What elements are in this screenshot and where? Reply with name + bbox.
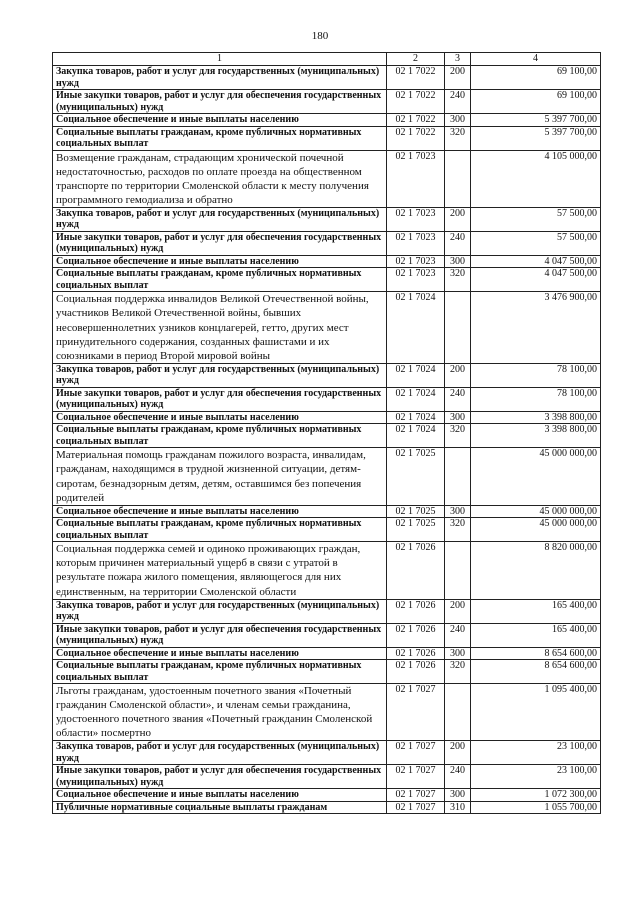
row-name-cell: Социальное обеспечение и иные выплаты населению — [53, 255, 387, 268]
row-type-cell — [445, 292, 471, 363]
row-type-cell: 240 — [445, 623, 471, 647]
table-row — [53, 363, 601, 387]
row-type-cell: 200 — [445, 741, 471, 765]
row-sum-cell: 78 100,00 — [471, 387, 601, 411]
row-type-cell: 300 — [445, 505, 471, 518]
row-sum-cell: 1 055 700,00 — [471, 801, 601, 814]
row-code-cell: 02 1 7024 — [387, 292, 445, 363]
table-row — [53, 505, 601, 518]
row-type-cell — [445, 150, 471, 207]
row-name-cell: Социальное обеспечение и иные выплаты населению — [53, 114, 387, 127]
header-row — [53, 53, 601, 66]
table-row — [53, 268, 601, 292]
row-sum-cell: 69 100,00 — [471, 90, 601, 114]
row-name-cell: Закупка товаров, работ и услуг для государственных (муниципальных) нужд — [53, 363, 387, 387]
row-code-cell: 02 1 7024 — [387, 411, 445, 424]
table-row — [53, 789, 601, 802]
row-sum-cell: 3 398 800,00 — [471, 411, 601, 424]
row-name-cell: Иные закупки товаров, работ и услуг для обеспечения государственных (муниципальных) нужд — [53, 231, 387, 255]
row-name-cell: Иные закупки товаров, работ и услуг для обеспечения государственных (муниципальных) нужд — [53, 765, 387, 789]
row-name-cell: Социальная поддержка инвалидов Великой Отечественной войны, участников Великой Отечественной войны, бывших несовершеннолетних узников концлагерей, гетто, других мест принудительного содержания, созданных фашистами и их союзниками в период Второй мировой войны — [53, 292, 387, 363]
row-type-cell: 200 — [445, 207, 471, 231]
header-cell-name: 1 — [53, 53, 387, 66]
row-sum-cell: 45 000 000,00 — [471, 518, 601, 542]
row-sum-cell: 23 100,00 — [471, 741, 601, 765]
row-sum-cell: 57 500,00 — [471, 231, 601, 255]
table-row — [53, 741, 601, 765]
row-type-cell: 240 — [445, 765, 471, 789]
row-name-cell: Льготы гражданам, удостоенным почетного звания «Почетный гражданин Смоленской области», и членам семьи гражданина, удостоенного почетного звания «Почетный гражданин Смоленской области» посмертно — [53, 684, 387, 741]
table-row — [53, 292, 601, 363]
row-type-cell — [445, 684, 471, 741]
row-code-cell: 02 1 7027 — [387, 741, 445, 765]
row-type-cell: 310 — [445, 801, 471, 814]
row-name-cell: Закупка товаров, работ и услуг для государственных (муниципальных) нужд — [53, 741, 387, 765]
row-name-cell: Иные закупки товаров, работ и услуг для обеспечения государственных (муниципальных) нужд — [53, 623, 387, 647]
row-sum-cell: 3 398 800,00 — [471, 424, 601, 448]
row-sum-cell: 78 100,00 — [471, 363, 601, 387]
row-type-cell: 240 — [445, 231, 471, 255]
row-code-cell: 02 1 7023 — [387, 255, 445, 268]
row-sum-cell: 45 000 000,00 — [471, 505, 601, 518]
row-code-cell: 02 1 7026 — [387, 599, 445, 623]
row-type-cell: 320 — [445, 268, 471, 292]
row-sum-cell: 1 072 300,00 — [471, 789, 601, 802]
row-sum-cell: 8 654 600,00 — [471, 647, 601, 660]
page-number: 180 — [311, 30, 329, 42]
row-code-cell: 02 1 7023 — [387, 207, 445, 231]
row-type-cell — [445, 448, 471, 505]
row-code-cell: 02 1 7024 — [387, 363, 445, 387]
table-row — [53, 255, 601, 268]
row-code-cell: 02 1 7023 — [387, 231, 445, 255]
row-sum-cell: 69 100,00 — [471, 66, 601, 90]
row-type-cell: 300 — [445, 647, 471, 660]
table-row — [53, 660, 601, 684]
row-type-cell: 320 — [445, 424, 471, 448]
row-code-cell: 02 1 7027 — [387, 765, 445, 789]
row-code-cell: 02 1 7024 — [387, 424, 445, 448]
budget-table — [52, 52, 601, 814]
row-type-cell: 300 — [445, 411, 471, 424]
table-row — [53, 411, 601, 424]
row-type-cell: 320 — [445, 660, 471, 684]
table-row — [53, 765, 601, 789]
row-name-cell: Социальное обеспечение и иные выплаты населению — [53, 505, 387, 518]
table-row — [53, 801, 601, 814]
row-type-cell: 200 — [445, 66, 471, 90]
row-sum-cell: 4 105 000,00 — [471, 150, 601, 207]
header-cell-sum: 4 — [471, 53, 601, 66]
table-row — [53, 387, 601, 411]
header-cell-code: 2 — [387, 53, 445, 66]
row-sum-cell: 8 654 600,00 — [471, 660, 601, 684]
row-name-cell: Социальные выплаты гражданам, кроме публичных нормативных социальных выплат — [53, 268, 387, 292]
row-type-cell: 320 — [445, 518, 471, 542]
table-row — [53, 207, 601, 231]
row-code-cell: 02 1 7025 — [387, 518, 445, 542]
row-name-cell: Публичные нормативные социальные выплаты гражданам — [53, 801, 387, 814]
row-type-cell: 320 — [445, 126, 471, 150]
row-sum-cell: 1 095 400,00 — [471, 684, 601, 741]
row-sum-cell: 57 500,00 — [471, 207, 601, 231]
table-row — [53, 90, 601, 114]
row-code-cell: 02 1 7022 — [387, 90, 445, 114]
row-type-cell: 240 — [445, 387, 471, 411]
row-type-cell: 200 — [445, 599, 471, 623]
row-type-cell: 300 — [445, 114, 471, 127]
row-code-cell: 02 1 7023 — [387, 268, 445, 292]
row-type-cell: 200 — [445, 363, 471, 387]
row-name-cell: Социальные выплаты гражданам, кроме публичных нормативных социальных выплат — [53, 660, 387, 684]
row-sum-cell: 5 397 700,00 — [471, 114, 601, 127]
row-code-cell: 02 1 7022 — [387, 126, 445, 150]
row-sum-cell: 5 397 700,00 — [471, 126, 601, 150]
table-row — [53, 599, 601, 623]
row-code-cell: 02 1 7027 — [387, 684, 445, 741]
table-row — [53, 114, 601, 127]
row-name-cell: Социальные выплаты гражданам, кроме публичных нормативных социальных выплат — [53, 126, 387, 150]
row-code-cell: 02 1 7022 — [387, 66, 445, 90]
table-row — [53, 623, 601, 647]
table-row — [53, 542, 601, 599]
row-name-cell: Возмещение гражданам, страдающим хронической почечной недостаточностью, расходов по оплате проезда на общественном транспорте по территории Смоленской области к месту получения программного гемодиализа и обратно — [53, 150, 387, 207]
row-code-cell: 02 1 7026 — [387, 542, 445, 599]
row-code-cell: 02 1 7026 — [387, 647, 445, 660]
row-type-cell: 300 — [445, 255, 471, 268]
row-name-cell: Иные закупки товаров, работ и услуг для обеспечения государственных (муниципальных) нужд — [53, 90, 387, 114]
table-row — [53, 66, 601, 90]
row-sum-cell: 3 476 900,00 — [471, 292, 601, 363]
row-sum-cell: 45 000 000,00 — [471, 448, 601, 505]
row-code-cell: 02 1 7022 — [387, 114, 445, 127]
row-code-cell: 02 1 7027 — [387, 801, 445, 814]
row-sum-cell: 23 100,00 — [471, 765, 601, 789]
row-type-cell: 240 — [445, 90, 471, 114]
row-name-cell: Закупка товаров, работ и услуг для государственных (муниципальных) нужд — [53, 207, 387, 231]
row-name-cell: Социальные выплаты гражданам, кроме публичных нормативных социальных выплат — [53, 518, 387, 542]
row-name-cell: Социальное обеспечение и иные выплаты населению — [53, 647, 387, 660]
table-row — [53, 126, 601, 150]
row-name-cell: Социальная поддержка семей и одиноко проживающих граждан, которым причинен материальный ущерб в связи с утратой в результате пожара жилого помещения, являющегося для них единственным, на территории Смоленской области — [53, 542, 387, 599]
row-name-cell: Социальное обеспечение и иные выплаты населению — [53, 789, 387, 802]
row-code-cell: 02 1 7025 — [387, 505, 445, 518]
table-body — [53, 66, 601, 814]
row-name-cell: Закупка товаров, работ и услуг для государственных (муниципальных) нужд — [53, 599, 387, 623]
row-sum-cell: 8 820 000,00 — [471, 542, 601, 599]
row-code-cell: 02 1 7026 — [387, 623, 445, 647]
row-code-cell: 02 1 7023 — [387, 150, 445, 207]
row-name-cell: Закупка товаров, работ и услуг для государственных (муниципальных) нужд — [53, 66, 387, 90]
row-name-cell: Иные закупки товаров, работ и услуг для обеспечения государственных (муниципальных) нужд — [53, 387, 387, 411]
table-row — [53, 647, 601, 660]
row-name-cell: Материальная помощь гражданам пожилого возраста, инвалидам, гражданам, находящимся в трудной жизненной ситуации, детям-сиротам, безнадзорным детям, детям, оставшимся без попечения родителей — [53, 448, 387, 505]
row-type-cell: 300 — [445, 789, 471, 802]
table-row — [53, 424, 601, 448]
row-code-cell: 02 1 7027 — [387, 789, 445, 802]
table-row — [53, 684, 601, 741]
row-name-cell: Социальные выплаты гражданам, кроме публичных нормативных социальных выплат — [53, 424, 387, 448]
table-row — [53, 231, 601, 255]
row-sum-cell: 165 400,00 — [471, 623, 601, 647]
table-row — [53, 518, 601, 542]
row-name-cell: Социальное обеспечение и иные выплаты населению — [53, 411, 387, 424]
row-code-cell: 02 1 7026 — [387, 660, 445, 684]
row-sum-cell: 165 400,00 — [471, 599, 601, 623]
table-row — [53, 150, 601, 207]
row-code-cell: 02 1 7024 — [387, 387, 445, 411]
row-sum-cell: 4 047 500,00 — [471, 255, 601, 268]
row-code-cell: 02 1 7025 — [387, 448, 445, 505]
header-cell-type: 3 — [445, 53, 471, 66]
row-sum-cell: 4 047 500,00 — [471, 268, 601, 292]
table-row — [53, 448, 601, 505]
row-type-cell — [445, 542, 471, 599]
